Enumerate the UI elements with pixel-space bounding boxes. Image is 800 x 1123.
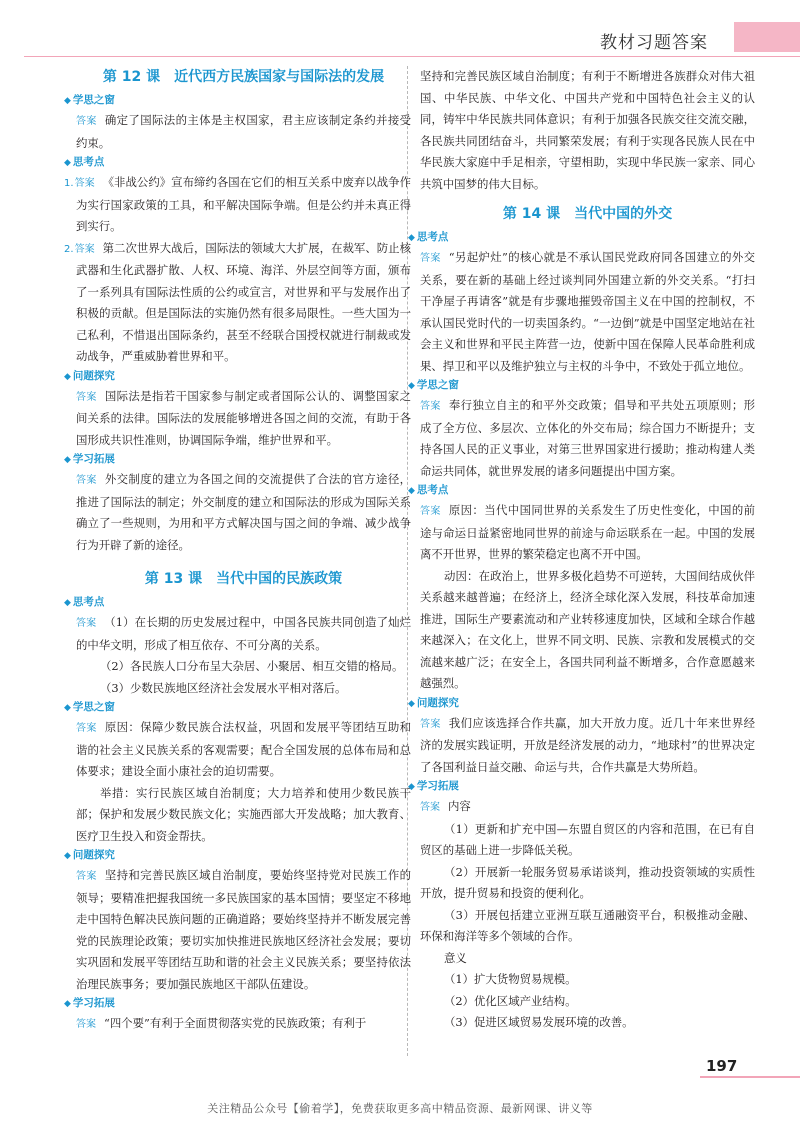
answer-label: 答案 (76, 618, 97, 629)
answer-paragraph: 举措：实行民族区域自治制度；大力培养和使用少数民族干部；保护和发展少数民族文化；实施西部大开发战略；加大教育、医疗卫生投入和资金帮扶。 (76, 785, 411, 843)
answer-paragraph: （3）促进区域贸易发展环境的改善。 (444, 1015, 634, 1029)
answer-label: 答案 (76, 116, 97, 127)
answer-paragraph: （3）少数民族地区经济社会发展水平相对落后。 (100, 680, 347, 695)
answer-paragraph: 答案 确定了国际法的主体是主权国家，君主应该制定条约并接受约束。 (76, 113, 411, 150)
answer-label: 答案 (74, 243, 95, 255)
answer-paragraph: （2）优化区域产业结构。 (444, 993, 577, 1008)
item-number: 2. (64, 243, 74, 255)
section-heading: ◆ 学思之窗 (64, 94, 115, 106)
answer-paragraph: 答案 外交制度的建立为各国之间的交流提供了合法的官方途径，推进了国际法的制定；外交制度的建立和国际法的形成为国际关系确立了一些规则，为用和平方式解决国与国之间的争端、减少战争行为开辟了新的途径。 (76, 472, 411, 552)
page-number-rule (700, 1076, 800, 1078)
answer-label: 答案 (76, 871, 97, 882)
answer-label: 答案 (420, 718, 441, 730)
answer-paragraph: 答案 原因：保障少数民族合法权益，巩固和发展平等团结互助和谐的社会主义民族关系的客观需要；配合全国发展的总体布局和总体要求；建设全面小康社会的迫切需要。 (76, 720, 411, 778)
section-heading: ◆ 学习拓展 (64, 997, 115, 1009)
answer-paragraph: 答案 原因：当代中国同世界的关系发生了历史性变化，中国的前途与命运日益紧密地同世界的前途与命运联系在一起。中国的发展离不开世界，世界的繁荣稳定也离不开中国。 (420, 503, 755, 561)
diamond-icon: ◆ (64, 851, 71, 861)
section-heading: ◆ 思考点 (64, 596, 105, 608)
diamond-icon: ◆ (408, 381, 415, 391)
page-number: 197 (706, 1057, 738, 1075)
answer-paragraph: 答案 “另起炉灶”的核心就是不承认国民党政府同各国建立的外交关系，要在新的基础上经过谈判同外国建立新的外交关系。“打扫干净屋子再请客”就是有步骤地摧毁帝国主义在中国的控制权，不承认国民党时代的一切卖国条约。“一边倒”就是中国坚定地站在社会主义和世界和平民主阵营一边，使新中国在保障人民革命胜利成果、捍卫和平以及维护独立与主权的斗争中，不致处于孤立地位。 (420, 250, 756, 373)
section-heading: ◆ 问题探究 (64, 849, 115, 861)
answer-label: 答案 (76, 723, 97, 734)
answer-paragraph: （2）各民族人口分布呈大杂居、小聚居、相互交错的格局。 (100, 659, 404, 673)
answer-paragraph: 答案 奉行独立自主的和平外交政策；倡导和平共处五项原则；形成了全方位、多层次、立体化的外交布局；综合国力不断提升；支持各国人民的正义事业，对第三世界国家进行援助；推动构建人类命运共同体，就世界发展的诸多问题提出中国方案。 (420, 398, 755, 478)
diamond-icon: ◆ (64, 371, 71, 382)
left-column (64, 66, 412, 1036)
answer-paragraph: 答案 内容 (420, 799, 471, 813)
section-heading: ◆ 思考点 (64, 156, 105, 168)
header-rule (24, 56, 800, 57)
lesson-12-title: 第 12 课 近代西方民族国家与国际法的发展 (102, 69, 385, 85)
answer-paragraph: 2.答案 第二次世界大战后，国际法的领域大大扩展，在裁军、防止核武器和生化武器扩散、人权、环境、海洋、外层空间等方面，颁布了一系列具有国际法性质的公约或宣言，对世界和平与发展作出了积极的贡献。但是国际法的实施仍然有很多局限性。一些大国为一己私利，不惜退出国际条约，甚至不经联合国授权就进行制裁或发动战争，严重威胁着世界和平。 (64, 240, 411, 363)
section-heading: ◆ 问题探究 (64, 369, 115, 382)
section-heading: ◆ 思考点 (408, 484, 449, 496)
diamond-icon: ◆ (64, 455, 71, 465)
answer-paragraph: 动因：在政治上，世界多极化趋势不可逆转，大国间结成伙伴关系越来越普遍；在经济上，经济全球化深入发展，科技革命加速推进，国际生产要素流动和产业转移速度加快，区域和全球合作越来越深入；在文化上，世界不同文明、民族、宗教和发展模式的交流越来越广泛；在安全上，各国共同利益不断增多，合作意愿越来越强烈。 (420, 568, 755, 690)
answer-label: 答案 (76, 475, 97, 486)
lesson-13-title: 第 13 课 当代中国的民族政策 (144, 571, 343, 587)
diamond-icon: ◆ (408, 486, 415, 496)
lesson-14-title: 第 14 课 当代中国的外交 (502, 206, 673, 222)
answer-paragraph: 1.答案 《非战公约》宣布缔约各国在它们的相互关系中废弃以战争作为实行国家政策的工具，和平解决国际争端。但是公约并未真正得到实行。 (64, 175, 411, 233)
answer-paragraph: （2）开展新一轮服务贸易承诺谈判，推动投资领域的实质性开放，提升贸易和投资的便利化。 (420, 864, 755, 900)
answer-paragraph: 答案 我们应该选择合作共赢，加大开放力度。近几十年来世界经济的发展实践证明，开放是经济发展的动力，“地球村”的世界决定了各国利益日益交融、命运与共，合作共赢是大势所趋。 (420, 715, 755, 774)
answer-paragraph: 意义 (444, 950, 467, 965)
answer-paragraph: 答案 坚持和完善民族区域自治制度，要始终坚持党对民族工作的领导；要精准把握我国统一多民族国家的基本国情；要坚定不移地走中国特色解决民族问题的正确道路；要始终坚持并不断发展完善党的民族理论政策；要切实加快推进民族地区经济社会发展；要切实巩固和发展平等团结互助和谐的社会主义民族关系；要坚持依法治理民族事务；要加强民族地区干部队伍建设。 (76, 868, 411, 991)
header-title: 教材习题答案 (600, 33, 708, 53)
answer-paragraph: （1）更新和扩充中国—东盟自贸区的内容和范围，在已有自贸区的基础上进一步降低关税。 (420, 821, 755, 857)
diamond-icon: ◆ (408, 782, 415, 792)
section-heading: ◆ 学思之窗 (64, 701, 115, 713)
answer-label: 答案 (420, 802, 440, 813)
answer-label: 答案 (420, 506, 441, 517)
answer-paragraph: 答案 国际法是指若干国家参与制定或者国际公认的、调整国家之间关系的法律。国际法的发展能够增进各国之间的交流，有助于各国形成共识性准则，协调国际争端，维护世界和平。 (76, 388, 411, 447)
answer-paragraph: （3）开展包括建立亚洲互联互通融资平台，积极推动金融、环保和海洋等多个领域的合作。 (420, 907, 755, 943)
diamond-icon: ◆ (408, 233, 415, 243)
answer-label: 答案 (420, 253, 441, 264)
diamond-icon: ◆ (64, 999, 71, 1009)
header-tab-decoration (734, 22, 800, 52)
diamond-icon: ◆ (64, 158, 71, 168)
answer-label: 答案 (76, 1019, 96, 1030)
section-heading: ◆ 学习拓展 (64, 453, 115, 465)
diamond-icon: ◆ (408, 698, 415, 709)
answer-paragraph: （1）扩大货物贸易规模。 (444, 972, 577, 986)
diamond-icon: ◆ (64, 598, 71, 608)
section-heading: ◆ 学思之窗 (408, 379, 459, 391)
answer-paragraph: 答案 “四个要”有利于全面贯彻落实党的民族政策；有利于 (76, 1016, 367, 1030)
diamond-icon: ◆ (64, 703, 71, 713)
section-heading: ◆ 思考点 (408, 231, 449, 243)
answer-label: 答案 (74, 178, 95, 189)
footer-note: 关注精品公众号【偷着学】，免费获取更多高中精品资源、最新网课、讲义等 (207, 1102, 593, 1115)
answer-paragraph: 答案 （1）在长期的历史发展过程中，中国各民族共同创造了灿烂的中华文明，形成了相互依存、不可分离的关系。 (76, 615, 412, 652)
answer-paragraph-continued: 坚持和完善民族区域自治制度；有利于不断增进各族群众对伟大祖国、中华民族、中华文化、中国共产党和中国特色社会主义的认同，铸牢中华民族共同体意识；有利于加强各民族交往交流交融，各民族共同团结奋斗，共同繁荣发展；有利于实现各民族人民在中华民族大家庭中手足相亲，守望相助，实现中华民族一家亲、同心共筑中国梦的伟大目标。 (420, 69, 755, 191)
section-heading: ◆ 问题探究 (408, 696, 459, 709)
item-number: 1. (64, 178, 74, 189)
right-column (408, 66, 756, 1034)
answer-label: 答案 (76, 391, 97, 403)
section-heading: ◆ 学习拓展 (408, 780, 459, 792)
diamond-icon: ◆ (64, 96, 71, 106)
answer-label: 答案 (420, 401, 441, 412)
